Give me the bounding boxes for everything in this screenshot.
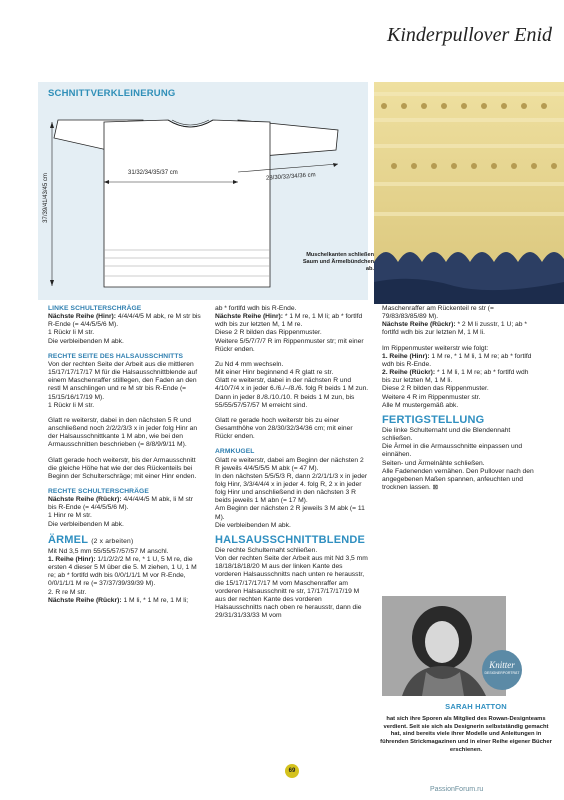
instructions-column-2 xyxy=(215,305,370,620)
instruction-text: Glatt re weiterstr, dabei in der nächsten R und 4/10/7/4 x in jeder 6./6./–/8./6. folg R beids 1 M zun. Dann in jeder 8./8./10./10. R beids 1 M zun, bis 55/55/57/57/57 M erreicht sind. xyxy=(215,377,369,409)
instruction-text: 4/4/4/4/5 M abk, re M str bis R-Ende (= 4/4/5/5/6 M). xyxy=(48,313,201,329)
photo-caption: Muschelkanten schließen Saum und Ärmelbündchen ab. xyxy=(302,252,374,272)
instruction-text: Zu Nd 4 mm wechseln. xyxy=(215,360,284,368)
section-heading-large: ÄRMEL (2 x arbeiten) xyxy=(48,533,134,546)
dim-sleeve-length: 28/30/32/34/36 cm xyxy=(265,172,316,182)
watermark: PassionForum.ru xyxy=(430,786,484,793)
instruction-text: * 1 M li, 1 M re; ab * fortlfd wdh bis zur letzten M, 1 M li. xyxy=(382,369,529,385)
instruction-text: Die linke Schulternaht und die Blendennaht schließen. xyxy=(382,426,511,443)
section-heading: LINKE SCHULTERSCHRÄGE xyxy=(48,305,142,312)
instruction-text: Die verbleibenden M abk. xyxy=(215,521,291,529)
instruction-text: Diese 2 R bilden das Rippenmuster. xyxy=(382,385,489,393)
knit-detail-photo xyxy=(374,82,564,304)
section-heading: RECHTE SCHULTERSCHRÄGE xyxy=(48,487,149,495)
instruction-text: 1 M li, * 1 M re, 1 M li; xyxy=(121,596,189,604)
schematic-heading: SCHNITTVERKLEINERUNG xyxy=(48,88,176,99)
section-heading: RECHTE SEITE DES HALSAUSSCHNITTS xyxy=(48,352,184,360)
instruction-text: 1 M re, * 1 M li, 1 M re; ab * fortlfd wdh bis R-Ende. xyxy=(382,352,532,368)
instructions-column-1 xyxy=(48,305,203,605)
instruction-text: Glatt re gerade hoch weiterstr bis zu einer Gesamthöhe von 28/30/32/34/36 cm; mit einer Rückr enden. xyxy=(215,416,353,441)
instruction-text: 1 Hinr re M str. xyxy=(48,512,92,520)
row-label: Nächste Reihe (Rückr): xyxy=(382,321,456,329)
instruction-text: Alle M mustergemäß abk. xyxy=(382,401,459,409)
author-name: SARAH HATTON xyxy=(445,702,507,711)
knitter-badge: Knitter DESIGNERPORTRÄT xyxy=(482,650,522,690)
instruction-text: Die rechte Schulternaht schließen. xyxy=(215,546,318,554)
instruction-text: Seiten- und Ärmelnähte schließen. xyxy=(382,459,485,467)
instruction-text: 1 Rückr li M str. xyxy=(48,329,95,337)
page-number: 69 xyxy=(285,764,299,778)
instruction-text: Glatt re weiterstr, dabei in den nächsten 5 R und anschließend noch 2/2/2/3/3 x in jeder folg Hinr an der Halsausschnittkante 1 M abn, wie bei den Armausschnitten beschrieben (= 8/8/9/9/11 M). xyxy=(48,416,198,449)
dim-body-width: 31/32/34/35/37 cm xyxy=(128,170,178,176)
instruction-text: Weitere 5/5/7/7/7 R im Rippenmuster str; mit einer Rückr enden. xyxy=(215,337,364,353)
instruction-text: ab * fortlfd wdh bis R-Ende. xyxy=(215,305,297,312)
instruction-text: Im Rippenmuster weiterstr wie folgt: xyxy=(382,344,489,352)
row-label: Nächste Reihe (Rückr): xyxy=(48,596,122,604)
author-bio: hat sich ihre Sporen als Mitglied des Rowan-Designteams verdient. Seit sie sich als Designerin selbstständig gemacht hat, sind bereits viele ihrer Modelle und Anleitungen in führenden Strickmagazinen und in einer Reihe eigener Bücher erschienen. xyxy=(380,716,552,753)
row-label: 2. Reihe (Rückr): xyxy=(382,369,436,377)
instruction-text: Maschenraffer am Rückenteil re str (= 79/83/83/85/89 M). xyxy=(382,305,494,321)
instruction-text: 4/4/4/4/5 M abk, li M str bis R-Ende (= 4/4/5/5/6 M). xyxy=(48,496,193,512)
instruction-text: Mit einer Hinr beginnend 4 R glatt re str. xyxy=(215,369,334,377)
instruction-text: 1/1/2/2/2 M re, * 1 U, 5 M re, die ersten 4 dieser 5 M über die 5. M ziehen, 1 U, 1 M re; ab * fortlfd wdh bis 0/0/1/1/1 M vor R-Ende, 0/0/1/1/1 M re (= 37/37/39/39/39 M). xyxy=(48,555,197,588)
row-label: 1. Reihe (Hinr): xyxy=(382,352,430,360)
section-heading-large: FERTIGSTELLUNG xyxy=(382,413,485,426)
dim-length: 37/39/41/43/45 cm xyxy=(43,173,49,223)
instruction-text: In den nächsten 5/5/5/3 R, dann 2/2/1/1/3 x in jeder folg Hinr, 3/3/4/4/4 x in jeder 4. folg R, 2 x in jeder folg Hinr und anschließend in den nächsten 3 R beids jeweils 1 M abn (= 17 M). xyxy=(215,472,368,505)
row-label: Nächste Reihe (Rückr): xyxy=(48,496,122,504)
instruction-text: Mit Nd 3,5 mm 55/55/57/57/57 M anschl. xyxy=(48,547,169,555)
instruction-text: * 1 M re, 1 M li; ab * fortlfd wdh bis zur letzten M, 1 M re. xyxy=(215,313,363,329)
row-label: Nächste Reihe (Hinr): xyxy=(215,313,284,321)
instruction-text: Von der rechten Seite der Arbeit aus die mittleren 15/17/17/17/17 M für die Halsausschnittblende auf einem Maschenraffer stilllegen, den Faden an den restl M anschlingen und re M str bis R-Ende (= 15/15/16/17/19 M). xyxy=(48,360,198,401)
instruction-text: Glatt re weiterstr, dabei am Beginn der nächsten 2 R jeweils 4/4/5/5/5 M abk (= 47 M). xyxy=(215,456,364,472)
section-heading-large: HALSAUSSCHNITTBLENDE xyxy=(215,533,366,546)
instruction-text: Von der rechten Seite der Arbeit aus mit Nd 3,5 mm 18/18/18/18/20 M aus der linken Kante des vorderen Halsausschnitts nach unten re herausstr, die 15/17/17/17/17 M vom Maschenraffer am vorderen Halsausschnitt re str, 17/17/17/17/19 M aus der rechten Kante des vorderen Halsausschnitts nach oben re herausstr, dann die 29/31/31/33/33 M vom xyxy=(215,555,368,620)
end-mark-icon: ⊠ xyxy=(432,483,439,491)
instructions-column-3 xyxy=(382,305,537,492)
instruction-text: Weitere 4 R im Rippenmuster str. xyxy=(382,393,481,401)
instruction-text: * 2 M li zusstr, 1 U; ab * fortlfd wdh bis zur letzten M, 1 M li. xyxy=(382,321,527,337)
sweater-body xyxy=(104,120,270,287)
instruction-text: 1 Rückr li M str. xyxy=(48,401,95,409)
page-title: Kinderpullover Enid xyxy=(387,24,552,46)
row-label: Nächste Reihe (Hinr): xyxy=(48,313,117,321)
instruction-text: Diese 2 R bilden das Rippenmuster. xyxy=(215,329,322,337)
instruction-text: Alle Fadenenden vernähen. Den Pullover nach den angegebenen Maßen spannen, anfeuchten und trocknen lassen. xyxy=(382,467,534,491)
instruction-text: Am Beginn der nächsten 2 R jeweils 3 M abk (= 11 M). xyxy=(215,505,365,521)
instruction-text: Die verbleibenden M abk. xyxy=(48,520,124,528)
instruction-text: Die Ärmel in die Armausschnitte einpassen und einnähen. xyxy=(382,443,523,459)
instruction-text: 2. R re M str. xyxy=(48,588,87,596)
instruction-text: Glatt gerade hoch weiterstr, bis der Armausschnitt die gleiche Höhe hat wie der des Rückenteils bei Beginn der Schulterschräge; mit einer Hinr enden. xyxy=(48,456,197,480)
row-label: 1. Reihe (Hinr): xyxy=(48,555,96,563)
instruction-text: Die verbleibenden M abk. xyxy=(48,337,124,345)
section-heading: ARMKUGEL xyxy=(215,448,255,456)
